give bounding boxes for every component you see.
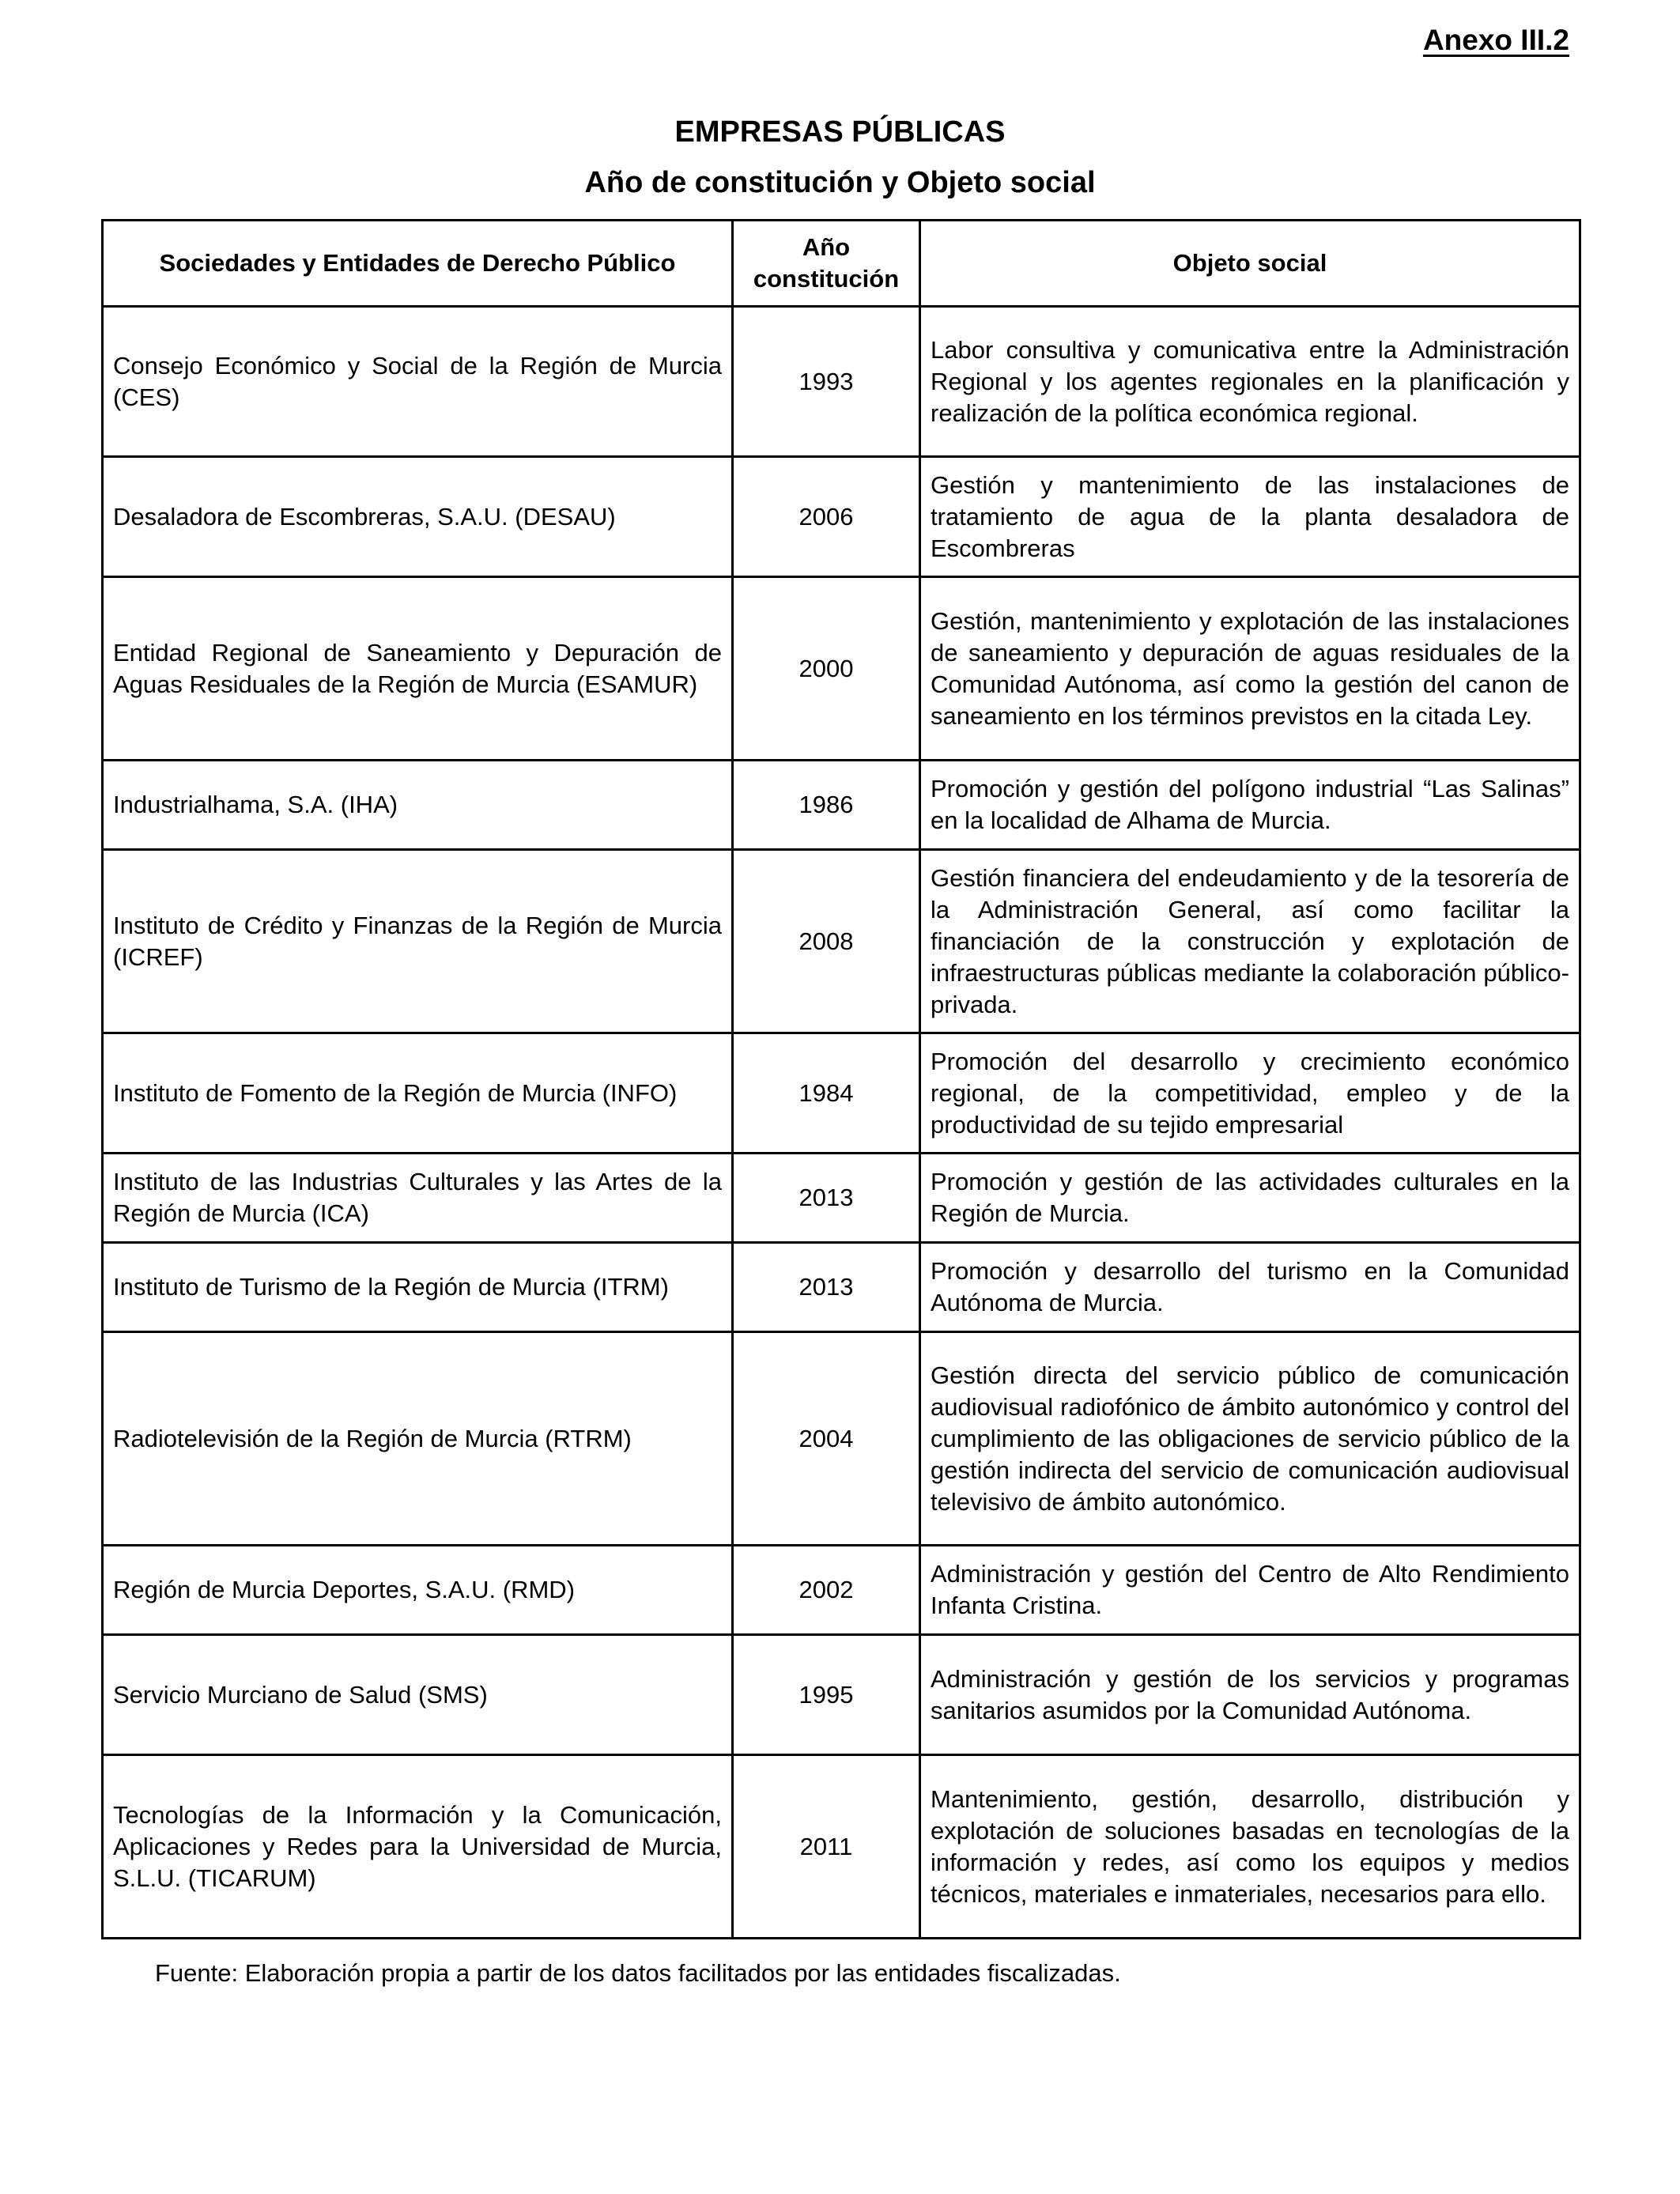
table-row <box>103 761 1580 850</box>
page-subtitle: Año de constitución y Objeto social <box>584 166 1096 199</box>
table-row <box>103 1635 1580 1755</box>
purpose-cell: Promoción y desarrollo del turismo en la Comunidad Autónoma de Murcia. <box>920 1243 1580 1332</box>
entity-cell: Región de Murcia Deportes, S.A.U. (RMD) <box>103 1546 733 1635</box>
purpose-cell: Promoción del desarrollo y crecimiento económico regional, de la competitividad, empleo y de la productividad de su tejido empresarial <box>920 1033 1580 1154</box>
entity-cell: Entidad Regional de Saneamiento y Depuración de Aguas Residuales de la Región de Murcia (ESAMUR) <box>103 577 733 761</box>
header-entity: Sociedades y Entidades de Derecho Público <box>103 221 733 307</box>
entity-cell: Desaladora de Escombreras, S.A.U. (DESAU) <box>103 457 733 577</box>
table-header-row <box>103 221 1580 307</box>
year-cell: 2000 <box>733 577 920 761</box>
table-body <box>103 307 1580 1939</box>
year-cell: 1993 <box>733 307 920 457</box>
purpose-cell: Mantenimiento, gestión, desarrollo, distribución y explotación de soluciones basadas en tecnologías de la información y redes, así como los equipos y medios técnicos, materiales e inmateriales, necesarios para ello. <box>920 1755 1580 1939</box>
table-row <box>103 1243 1580 1332</box>
table-row <box>103 1033 1580 1154</box>
purpose-cell: Gestión directa del servicio público de comunicación audiovisual radiofónico de ámbito autonómico y control del cumplimiento de las obligaciones de servicio público de la gestión indirecta del servicio de comunicación audiovisual televisivo de ámbito autonómico. <box>920 1332 1580 1546</box>
year-cell: 2011 <box>733 1755 920 1939</box>
page-title: EMPRESAS PÚBLICAS <box>674 115 1006 149</box>
table-row <box>103 1755 1580 1939</box>
source-note: Fuente: Elaboración propia a partir de los datos facilitados por las entidades fiscalizadas. <box>155 1959 1121 1987</box>
table-row <box>103 457 1580 577</box>
header-purpose: Objeto social <box>920 221 1580 307</box>
year-cell: 1995 <box>733 1635 920 1755</box>
table-row <box>103 307 1580 457</box>
year-cell: 2013 <box>733 1154 920 1243</box>
year-cell: 2002 <box>733 1546 920 1635</box>
purpose-cell: Administración y gestión de los servicios y programas sanitarios asumidos por la Comunidad Autónoma. <box>920 1635 1580 1755</box>
table-row <box>103 1154 1580 1243</box>
year-cell: 2013 <box>733 1243 920 1332</box>
annex-label: Anexo III.2 <box>1422 24 1569 56</box>
purpose-cell: Gestión financiera del endeudamiento y de la tesorería de la Administración General, así como facilitar la financiación de la construcción y explotación de infraestructuras públicas mediante la colaboración público-privada. <box>920 850 1580 1033</box>
header-year-line2: constitución <box>753 265 900 293</box>
purpose-cell: Promoción y gestión del polígono industrial “Las Salinas” en la localidad de Alhama de Murcia. <box>920 761 1580 850</box>
entity-cell: Instituto de Fomento de la Región de Murcia (INFO) <box>103 1033 733 1154</box>
header-year <box>733 221 920 307</box>
public-companies-table <box>101 219 1581 1939</box>
entity-cell: Industrialhama, S.A. (IHA) <box>103 761 733 850</box>
table-row <box>103 850 1580 1033</box>
entity-cell: Instituto de las Industrias Culturales y las Artes de la Región de Murcia (ICA) <box>103 1154 733 1243</box>
header-year-line1: Año <box>802 233 851 261</box>
year-cell: 1986 <box>733 761 920 850</box>
year-cell: 1984 <box>733 1033 920 1154</box>
entity-cell: Tecnologías de la Información y la Comunicación, Aplicaciones y Redes para la Universidad de Murcia, S.L.U. (TICARUM) <box>103 1755 733 1939</box>
entity-cell: Instituto de Crédito y Finanzas de la Región de Murcia (ICREF) <box>103 850 733 1033</box>
table-row <box>103 577 1580 761</box>
purpose-cell: Gestión y mantenimiento de las instalaciones de tratamiento de agua de la planta desaladora de Escombreras <box>920 457 1580 577</box>
entity-cell: Instituto de Turismo de la Región de Murcia (ITRM) <box>103 1243 733 1332</box>
entity-cell: Radiotelevisión de la Región de Murcia (RTRM) <box>103 1332 733 1546</box>
purpose-cell: Labor consultiva y comunicativa entre la Administración Regional y los agentes regionales en la planificación y realización de la política económica regional. <box>920 307 1580 457</box>
year-cell: 2008 <box>733 850 920 1033</box>
year-cell: 2006 <box>733 457 920 577</box>
entity-cell: Consejo Económico y Social de la Región de Murcia (CES) <box>103 307 733 457</box>
purpose-cell: Gestión, mantenimiento y explotación de las instalaciones de saneamiento y depuración de aguas residuales de la Comunidad Autónoma, así como la gestión del canon de saneamiento en los términos previstos en la citada Ley. <box>920 577 1580 761</box>
entity-cell: Servicio Murciano de Salud (SMS) <box>103 1635 733 1755</box>
table-row <box>103 1332 1580 1546</box>
purpose-cell: Promoción y gestión de las actividades culturales en la Región de Murcia. <box>920 1154 1580 1243</box>
table-row <box>103 1546 1580 1635</box>
year-cell: 2004 <box>733 1332 920 1546</box>
purpose-cell: Administración y gestión del Centro de Alto Rendimiento Infanta Cristina. <box>920 1546 1580 1635</box>
